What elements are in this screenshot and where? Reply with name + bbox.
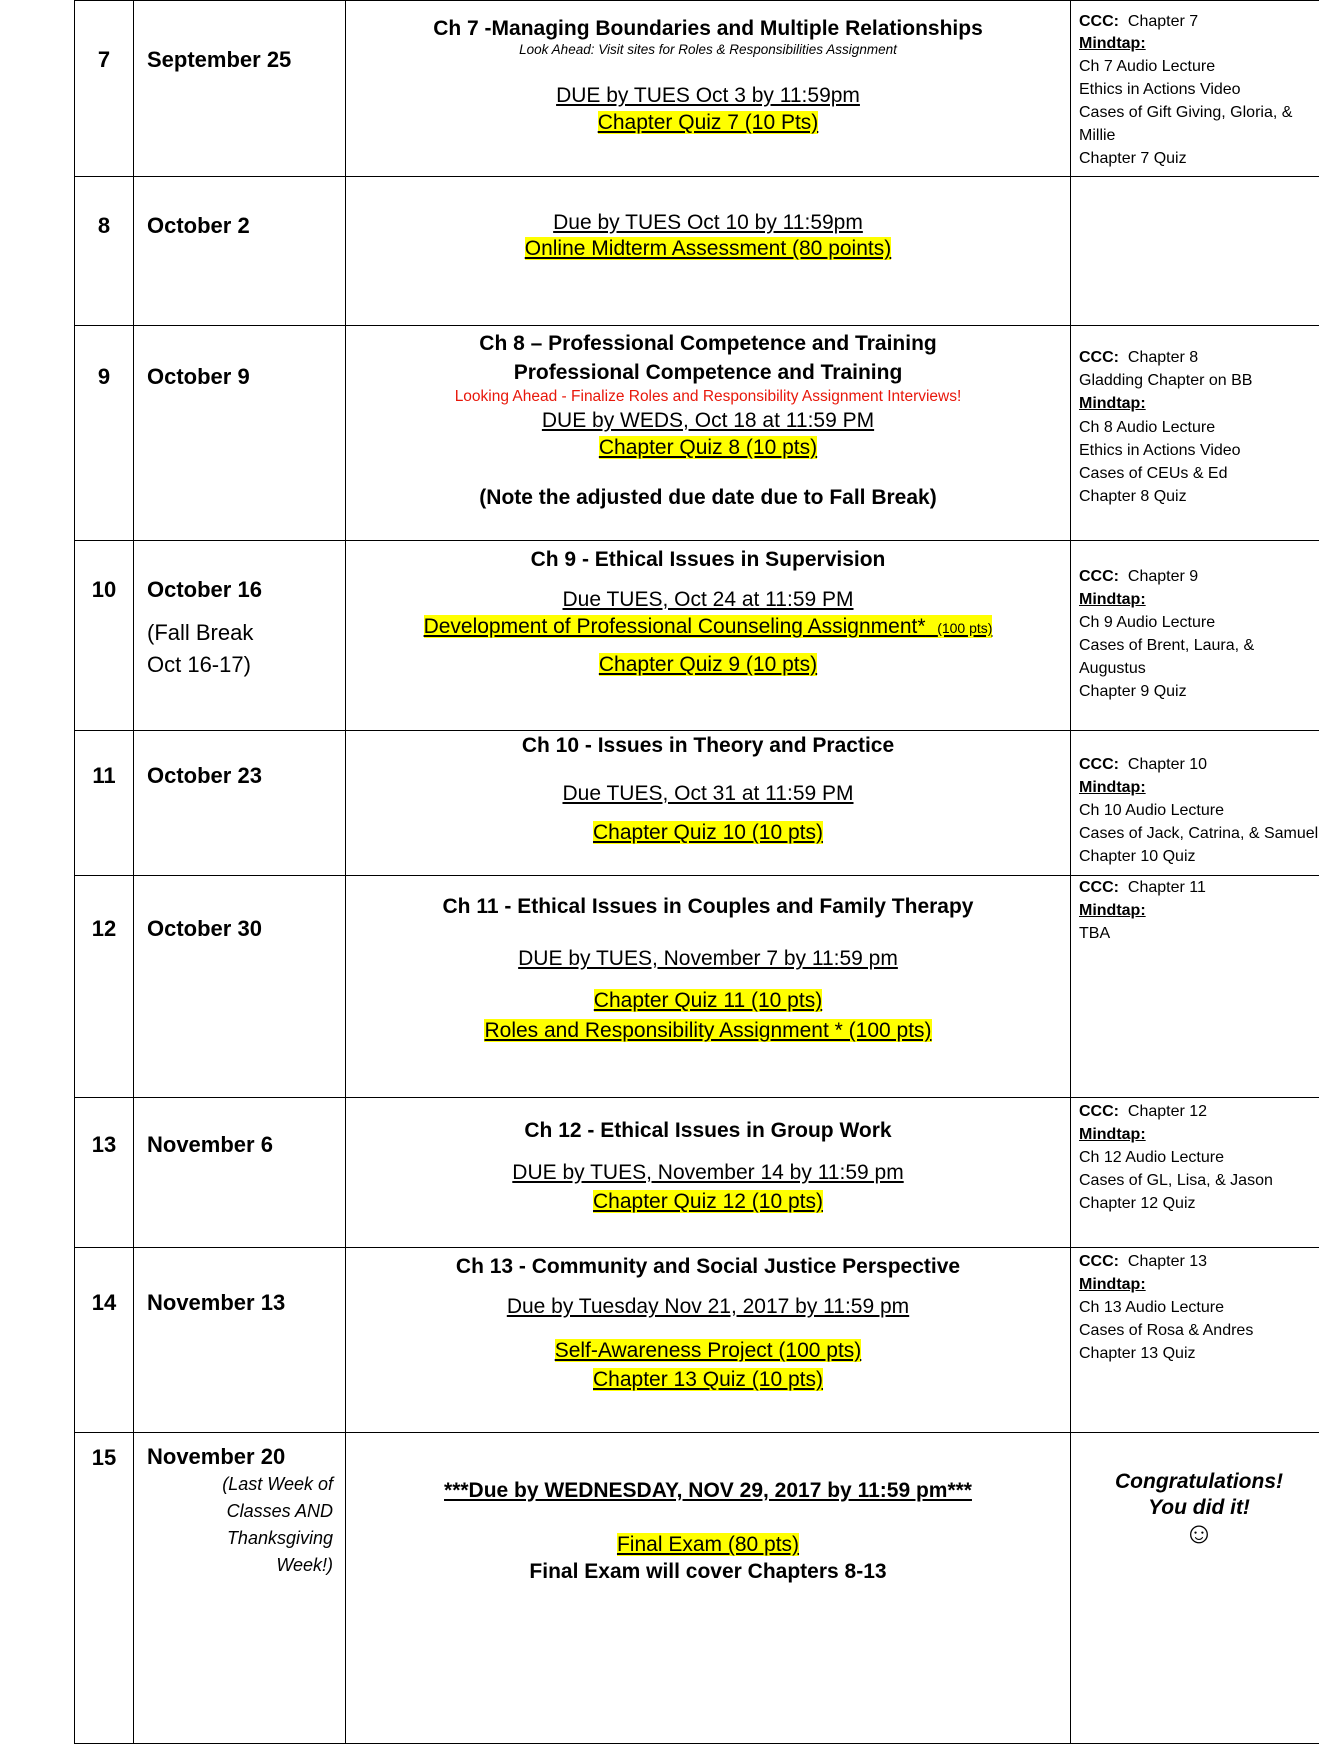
table-row — [75, 1098, 1319, 1248]
week-date: October 16 (Fall Break Oct 16-17) — [134, 541, 346, 731]
week-content: Ch 7 -Managing Boundaries and Multiple Relationships Look Ahead: Visit sites for Roles & Responsibilities Assignment DUE by TUES Oct 3 by 11:59pm Chapter Quiz 7 (10 Pts) — [346, 1, 1071, 177]
week-content: Ch 10 - Issues in Theory and Practice Due TUES, Oct 31 at 11:59 PM Chapter Quiz 10 (10 pts) — [346, 731, 1071, 876]
assignment-link[interactable]: Chapter Quiz 12 (10 pts) — [593, 1190, 823, 1213]
week-date: November 6 — [134, 1098, 346, 1248]
week-number: 13 — [75, 1098, 134, 1248]
week-number: 10 — [75, 541, 134, 731]
table-row — [75, 731, 1319, 876]
resources: CCC: Chapter 8 Gladding Chapter on BB Mindtap: Ch 8 Audio Lecture Ethics in Actions Video Cases of CEUs & Ed Chapter 8 Quiz — [1071, 326, 1319, 541]
resources: CCC: Chapter 13 Mindtap: Ch 13 Audio Lecture Cases of Rosa & Andres Chapter 13 Quiz — [1071, 1248, 1319, 1433]
table-row — [75, 1433, 1319, 1744]
week-number: 14 — [75, 1248, 134, 1433]
smiley-icon: ☺ — [1079, 1521, 1319, 1547]
week-date: October 30 — [134, 876, 346, 1098]
assignment-link[interactable]: Chapter Quiz 8 (10 pts) — [599, 436, 817, 459]
table-row — [75, 1248, 1319, 1433]
resources: CCC: Chapter 7 Mindtap: Ch 7 Audio Lecture Ethics in Actions Video Cases of Gift Giving, Gloria, & Millie Chapter 7 Quiz — [1071, 1, 1319, 177]
week-content: ***Due by WEDNESDAY, NOV 29, 2017 by 11:59 pm*** Final Exam (80 pts) Final Exam will cover Chapters 8-13 — [346, 1433, 1071, 1744]
week-date: November 20 (Last Week of Classes AND Thanksgiving Week!) — [134, 1433, 346, 1744]
week-content: Ch 12 - Ethical Issues in Group Work DUE by TUES, November 14 by 11:59 pm Chapter Quiz 12 (10 pts) — [346, 1098, 1071, 1248]
table-row — [75, 1, 1319, 177]
assignment-link[interactable]: Chapter Quiz 10 (10 pts) — [593, 821, 823, 844]
schedule-table — [74, 0, 1319, 1744]
resources: CCC: Chapter 9 Mindtap: Ch 9 Audio Lecture Cases of Brent, Laura, & Augustus Chapter 9 Quiz — [1071, 541, 1319, 731]
week-content: Ch 11 - Ethical Issues in Couples and Family Therapy DUE by TUES, November 7 by 11:59 pm Chapter Quiz 11 (10 pts) Roles and Responsibility Assignment * (100 pts) — [346, 876, 1071, 1098]
week-content: Ch 9 - Ethical Issues in Supervision Due TUES, Oct 24 at 11:59 PM Development of Professional Counseling Assignment* (100 pts) Chapter Quiz 9 (10 pts) — [346, 541, 1071, 731]
assignment-link[interactable]: Final Exam (80 pts) — [617, 1533, 799, 1556]
resources: Congratulations! You did it! ☺ — [1071, 1433, 1319, 1744]
table-row — [75, 541, 1319, 731]
week-date: October 23 — [134, 731, 346, 876]
assignment-link[interactable]: Chapter 13 Quiz (10 pts) — [593, 1368, 823, 1391]
week-date: October 9 — [134, 326, 346, 541]
assignment-link[interactable]: Online Midterm Assessment (80 points) — [525, 237, 891, 260]
resources: CCC: Chapter 10 Mindtap: Ch 10 Audio Lecture Cases of Jack, Catrina, & Samuel Chapter 10 Quiz — [1071, 731, 1319, 876]
assignment-link[interactable]: Roles and Responsibility Assignment * (100 pts) — [484, 1019, 931, 1042]
assignment-link[interactable]: Development of Professional Counseling Assignment* (100 pts) — [424, 615, 993, 638]
table-row — [75, 876, 1319, 1098]
resources: CCC: Chapter 11 Mindtap: TBA — [1071, 876, 1319, 1098]
week-number: 15 — [75, 1433, 134, 1744]
assignment-link[interactable]: Self-Awareness Project (100 pts) — [555, 1339, 862, 1362]
week-date: November 13 — [134, 1248, 346, 1433]
table-row — [75, 177, 1319, 326]
week-number: 9 — [75, 326, 134, 541]
week-number: 11 — [75, 731, 134, 876]
week-date: October 2 — [134, 177, 346, 326]
table-row — [75, 326, 1319, 541]
week-content: Ch 13 - Community and Social Justice Perspective Due by Tuesday Nov 21, 2017 by 11:59 pm Self-Awareness Project (100 pts) Chapter 13 Quiz (10 pts) — [346, 1248, 1071, 1433]
assignment-link[interactable]: Chapter Quiz 7 (10 Pts) — [598, 111, 819, 134]
resources — [1071, 177, 1319, 326]
week-content: Ch 8 – Professional Competence and Training Professional Competence and Training Looking Ahead - Finalize Roles and Responsibility Assignment Interviews! DUE by WEDS, Oct 18 at 11:59 PM Chapter Quiz 8 (10 pts) (Note the adjusted due date due to Fall Break) — [346, 326, 1071, 541]
week-content: Due by TUES Oct 10 by 11:59pm Online Midterm Assessment (80 points) — [346, 177, 1071, 326]
week-number: 7 — [75, 1, 134, 177]
assignment-link[interactable]: Chapter Quiz 9 (10 pts) — [599, 653, 817, 676]
week-number: 8 — [75, 177, 134, 326]
week-number: 12 — [75, 876, 134, 1098]
week-date: September 25 — [134, 1, 346, 177]
assignment-link[interactable]: Chapter Quiz 11 (10 pts) — [594, 989, 822, 1012]
resources: CCC: Chapter 12 Mindtap: Ch 12 Audio Lecture Cases of GL, Lisa, & Jason Chapter 12 Quiz — [1071, 1098, 1319, 1248]
